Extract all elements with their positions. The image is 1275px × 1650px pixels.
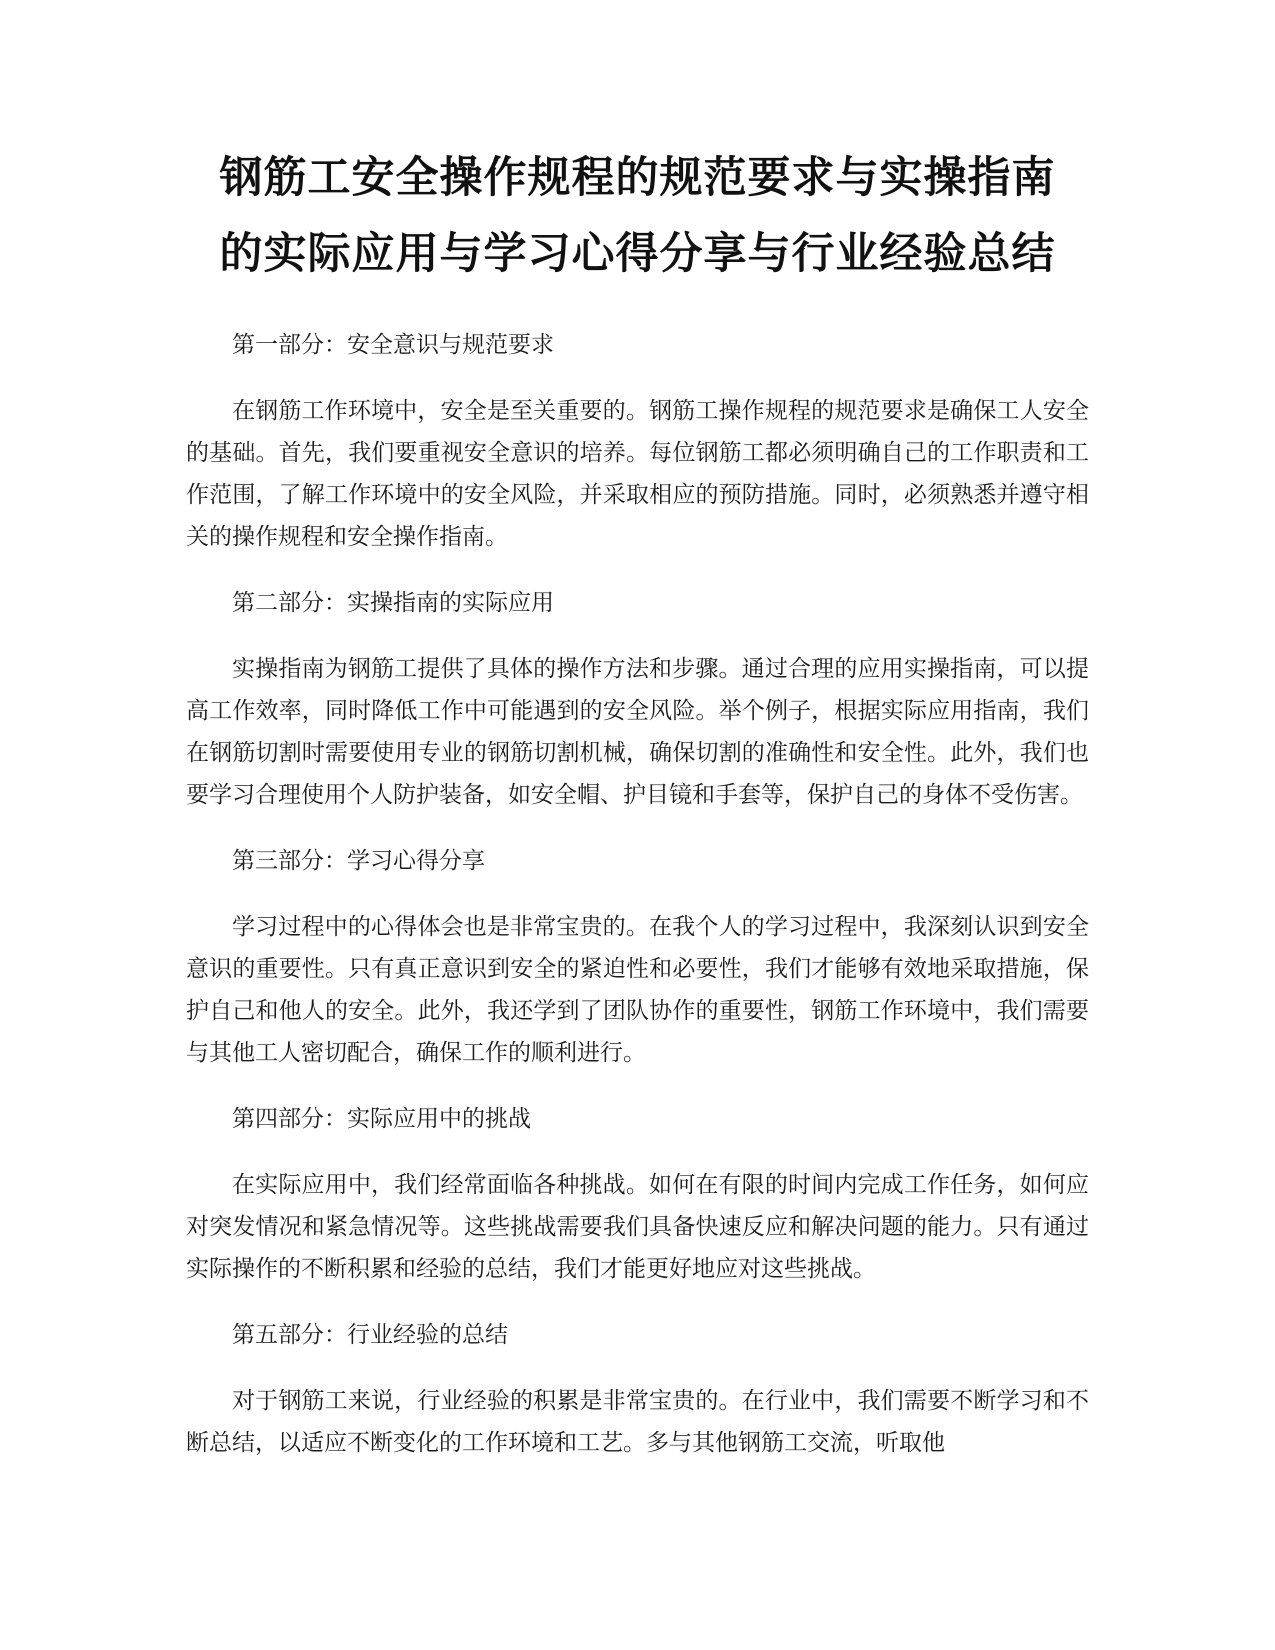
section-heading: 第一部分：安全意识与规范要求 bbox=[232, 332, 554, 358]
section-1 bbox=[186, 324, 1089, 558]
section-heading: 第二部分：实操指南的实际应用 bbox=[232, 590, 554, 616]
section-2 bbox=[186, 582, 1089, 816]
section-paragraph: 学习过程中的心得体会也是非常宝贵的。在我个人的学习过程中，我深刻认识到安全意识的重要性。只有真正意识到安全的紧迫性和必要性，我们才能够有效地采取措施，保护自己和他人的安全。此外，我还学到了团队协作的重要性，钢筋工作环境中，我们需要与其他工人密切配合，确保工作的顺利进行。 bbox=[186, 914, 1089, 1066]
section-paragraph: 在实际应用中，我们经常面临各种挑战。如何在有限的时间内完成工作任务，如何应对突发情况和紧急情况等。这些挑战需要我们具备快速反应和解决问题的能力。只有通过实际操作的不断积累和经验的总结，我们才能更好地应对这些挑战。 bbox=[186, 1172, 1089, 1282]
title-line-2: 的实际应用与学习心得分享与行业经验总结 bbox=[219, 229, 1056, 279]
title-line-1: 钢筋工安全操作规程的规范要求与实操指南 bbox=[219, 153, 1056, 203]
section-4 bbox=[186, 1098, 1089, 1290]
section-heading: 第五部分：行业经验的总结 bbox=[232, 1322, 508, 1348]
section-paragraph: 对于钢筋工来说，行业经验的积累是非常宝贵的。在行业中，我们需要不断学习和不断总结，以适应不断变化的工作环境和工艺。多与其他钢筋工交流，听取他 bbox=[186, 1388, 1089, 1456]
section-heading: 第三部分：学习心得分享 bbox=[232, 848, 485, 874]
section-paragraph: 实操指南为钢筋工提供了具体的操作方法和步骤。通过合理的应用实操指南，可以提高工作效率，同时降低工作中可能遇到的安全风险。举个例子，根据实际应用指南，我们在钢筋切割时需要使用专业的钢筋切割机械，确保切割的准确性和安全性。此外，我们也要学习合理使用个人防护装备，如安全帽、护目镜和手套等，保护自己的身体不受伤害。 bbox=[186, 656, 1089, 808]
section-3 bbox=[186, 840, 1089, 1074]
document-title bbox=[186, 140, 1089, 292]
section-paragraph: 在钢筋工作环境中，安全是至关重要的。钢筋工操作规程的规范要求是确保工人安全的基础。首先，我们要重视安全意识的培养。每位钢筋工都必须明确自己的工作职责和工作范围，了解工作环境中的安全风险，并采取相应的预防措施。同时，必须熟悉并遵守相关的操作规程和安全操作指南。 bbox=[186, 398, 1089, 550]
section-5 bbox=[186, 1314, 1089, 1464]
section-heading: 第四部分：实际应用中的挑战 bbox=[232, 1106, 531, 1132]
